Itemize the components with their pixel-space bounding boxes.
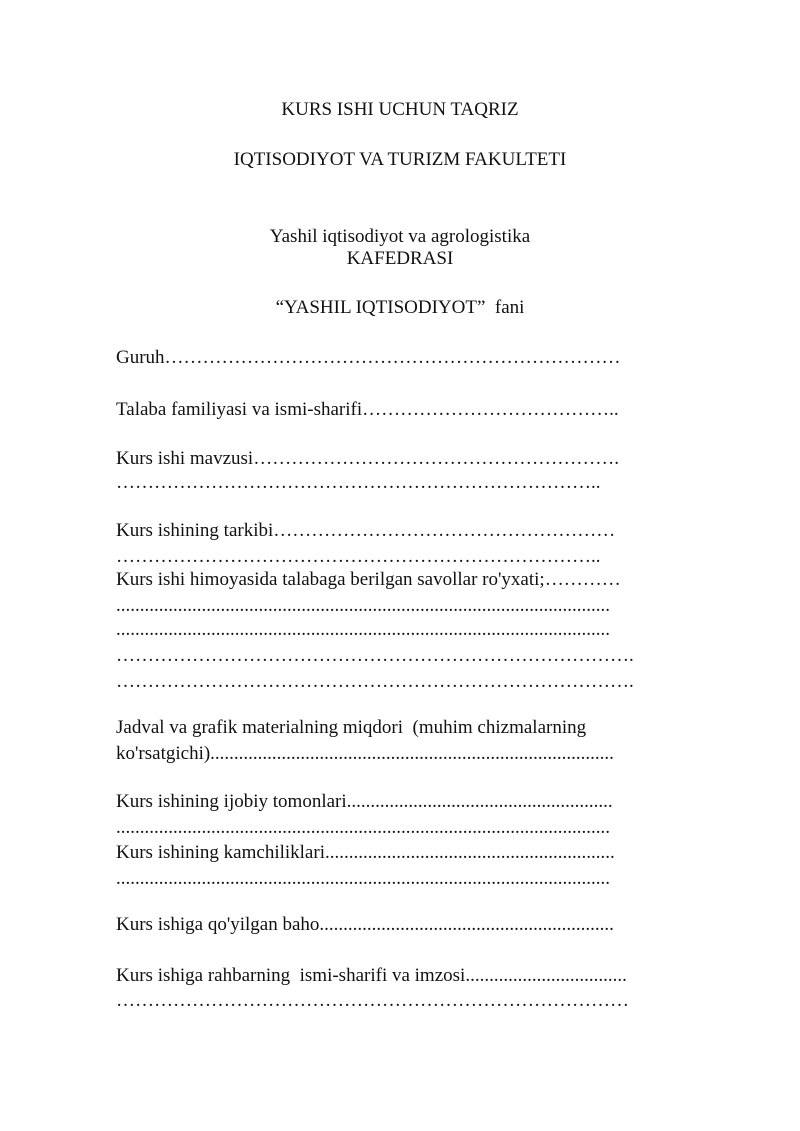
subject-name: “YASHIL IQTISODIYOT” fani <box>275 297 525 318</box>
topic-field: Kurs ishi mavzusi…………………………………………………. <box>116 448 619 469</box>
department-name: Yashil iqtisodiyot va agrologistika <box>269 226 531 247</box>
grade-field: Kurs ishiga qo'yilgan baho.............................................................. <box>116 914 614 935</box>
tables-field: Jadval va grafik materialning miqdori (muhim chizmalarning <box>116 717 587 738</box>
tables-field-continuation: ko'rsatgichi)..................................................................................... <box>116 743 614 764</box>
faculty-name: IQTISODIYOT VA TURIZM FAKULTETI <box>233 149 567 170</box>
questions-field: Kurs ishi himoyasida talabaga berilgan savollar ro'yxati;………… <box>116 569 621 590</box>
questions-line-3: ........................................................................................................ <box>116 619 610 640</box>
positives-field: Kurs ishining ijobiy tomonlari........................................................ <box>116 791 613 812</box>
questions-line-4: ………………………………………………………………………. <box>116 645 634 666</box>
positives-field-continuation: ........................................................................................................ <box>116 817 610 838</box>
negatives-field-continuation: ........................................................................................................ <box>116 868 610 889</box>
questions-line-2: ........................................................................................................ <box>116 595 610 616</box>
structure-field-continuation: ………………………………………………………………….. <box>116 546 601 567</box>
questions-line-5: ………………………………………………………………………. <box>116 671 634 692</box>
supervisor-field: Kurs ishiga rahbarning ismi-sharifi va imzosi.................................. <box>116 965 627 986</box>
group-field: Guruh……………………………………………………………… <box>116 347 621 368</box>
student-name-field: Talaba familiyasi va ismi-sharifi………………………………….. <box>116 399 619 420</box>
document-title: KURS ISHI UCHUN TAQRIZ <box>281 99 519 120</box>
structure-field: Kurs ishining tarkibi……………………………………………… <box>116 520 616 541</box>
supervisor-field-continuation: ……………………………………………………………………… <box>116 990 629 1011</box>
department-label: KAFEDRASI <box>346 248 454 269</box>
topic-field-continuation: ………………………………………………………………….. <box>116 472 601 493</box>
negatives-field: Kurs ishining kamchiliklari............................................................. <box>116 842 615 863</box>
